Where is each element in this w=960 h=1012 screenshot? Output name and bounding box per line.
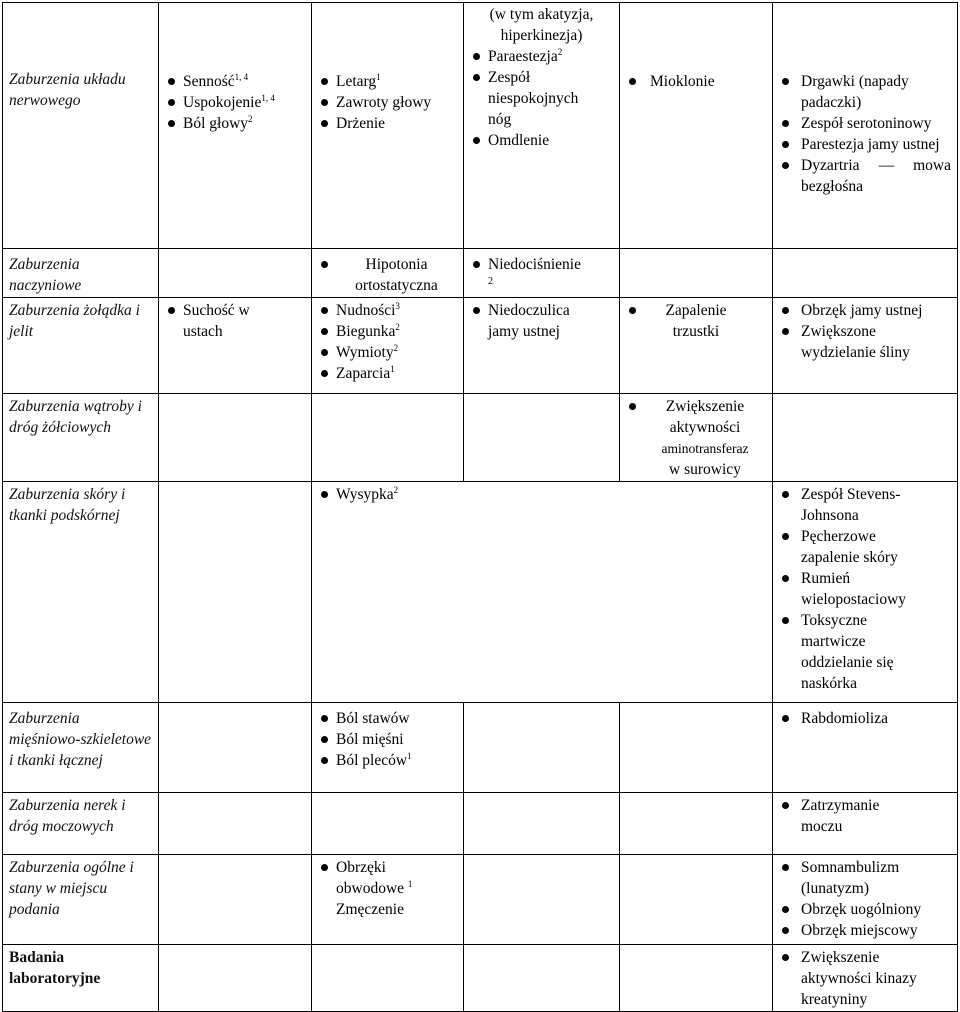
list-item: Zawroty głowy — [318, 92, 457, 113]
list-item: Zespół serotoninowy — [779, 113, 951, 134]
cell — [464, 249, 620, 298]
list — [165, 300, 305, 342]
list-item: Parestezja jamy ustnej — [779, 134, 951, 155]
list-item: Obrzęk uogólniony — [779, 899, 951, 920]
cell — [159, 855, 312, 945]
list — [626, 300, 766, 342]
cell — [773, 945, 958, 1012]
cell — [159, 249, 312, 298]
list — [470, 254, 613, 296]
adverse-reactions-table — [2, 2, 958, 1012]
list — [626, 71, 766, 92]
cell — [464, 703, 620, 793]
cell — [773, 793, 958, 855]
cell — [464, 394, 620, 482]
table-row — [3, 298, 958, 394]
list-item: Letarg$^1$ — [318, 71, 457, 92]
list — [779, 71, 951, 197]
cell — [312, 298, 464, 394]
cell — [312, 945, 464, 1012]
list-item: Ból stawów — [318, 708, 457, 729]
table-row — [3, 249, 958, 298]
list-item: Uspokojenie$^{1, 4}$ — [165, 92, 305, 113]
list — [318, 857, 457, 920]
cell — [620, 855, 773, 945]
list — [626, 396, 766, 480]
cell — [464, 855, 620, 945]
list-item: Rumień wielopostaciowy — [779, 568, 951, 610]
list-item: Obrzęk jamy ustnej — [779, 300, 951, 321]
cell — [312, 3, 464, 249]
list-item: Paraestezja$^2$ — [470, 46, 613, 67]
list — [779, 795, 951, 837]
list-item: Niedociśnienie $^2$ — [470, 254, 613, 296]
cell — [312, 793, 464, 855]
list-item: Pęcherzowe zapalenie skóry — [779, 526, 951, 568]
cell — [159, 394, 312, 482]
note: (w tym akatyzja, hiperkinezja) — [489, 6, 594, 44]
cell — [464, 945, 620, 1012]
cell — [464, 298, 620, 394]
cell — [312, 855, 464, 945]
list-item: Zwiększone wydzielanie śliny — [779, 321, 951, 363]
list-item: Suchość w ustach — [165, 300, 305, 342]
row-label: Zaburzenia mięśniowo-szkieletowe i tkanki łącznej — [3, 703, 159, 793]
list-item: Ból mięśni — [318, 729, 457, 750]
list — [779, 947, 951, 1010]
cell — [159, 298, 312, 394]
table-row — [3, 3, 958, 249]
cell — [312, 703, 464, 793]
cell — [159, 945, 312, 1012]
cell — [620, 3, 773, 249]
cell — [773, 394, 958, 482]
cell — [312, 394, 464, 482]
text-line: w surowicy — [669, 461, 741, 478]
cell — [773, 3, 958, 249]
list — [470, 300, 613, 342]
list — [165, 71, 305, 134]
list-item: Nudności$^3$ — [318, 300, 457, 321]
list-item: Zespół Stevens-Johnsona — [779, 484, 951, 526]
list-item: Drżenie — [318, 113, 457, 134]
list-item: Obrzęki obwodowe $^1$ Zmęczenie — [318, 857, 457, 920]
text-line: Dyzartria — mowa — [801, 157, 952, 174]
cell — [312, 249, 464, 298]
cell — [773, 482, 958, 703]
list — [779, 708, 951, 729]
row-label: Zaburzenia ogólne i stany w miejscu podania — [3, 855, 159, 945]
list — [318, 254, 457, 296]
table-row — [3, 855, 958, 945]
list-item: Drgawki (napady padaczki) — [779, 71, 951, 113]
row-label: Badania laboratoryjne — [3, 945, 159, 1012]
cell — [159, 703, 312, 793]
table-row — [3, 394, 958, 482]
text-line: Zwiększenie aktywności — [665, 398, 745, 436]
list — [779, 300, 951, 363]
cell — [620, 394, 773, 482]
cell — [620, 793, 773, 855]
list-item: Rabdomioliza — [779, 708, 951, 729]
list — [779, 857, 951, 941]
list-item — [779, 155, 951, 197]
row-label: Zaburzenia wątroby i dróg żółciowych — [3, 394, 159, 482]
cell — [773, 249, 958, 298]
cell — [312, 482, 773, 703]
list — [318, 300, 457, 384]
row-label: Zaburzenia skóry i tkanki podskórnej — [3, 482, 159, 703]
cell — [620, 703, 773, 793]
cell — [773, 855, 958, 945]
cell — [773, 703, 958, 793]
list-item: Hipotonia ortostatyczna — [318, 254, 457, 296]
list — [779, 484, 951, 694]
list-item: Niedoczulica jamy ustnej — [470, 300, 613, 342]
list-item: Senność$^{1, 4}$ — [165, 71, 305, 92]
cell — [464, 793, 620, 855]
list-item: Wymioty$^2$ — [318, 342, 457, 363]
list — [318, 708, 457, 771]
cell — [159, 3, 312, 249]
cell — [620, 298, 773, 394]
list-item: Toksyczne martwicze oddzielanie się naskórka — [779, 610, 951, 694]
table-row — [3, 482, 958, 703]
list-item: Obrzęk miejscowy — [779, 920, 951, 941]
cell — [773, 298, 958, 394]
cell — [620, 249, 773, 298]
cell — [464, 3, 620, 249]
text-line: bezgłośna — [801, 178, 863, 195]
list-item: Zapalenie trzustki — [626, 300, 766, 342]
table-row — [3, 793, 958, 855]
list-item: Ból głowy$^2$ — [165, 113, 305, 134]
text-line: aminotransferaz — [661, 441, 749, 456]
row-label: Zaburzenia naczyniowe — [3, 249, 159, 298]
table-row — [3, 945, 958, 1012]
list — [470, 46, 613, 151]
list — [318, 71, 457, 134]
list-item: Mioklonie — [626, 71, 766, 92]
list — [318, 484, 766, 505]
cell — [159, 793, 312, 855]
row-label: Zaburzenia układu nerwowego — [3, 3, 159, 249]
list-item: Somnambulizm (lunatyzm) — [779, 857, 951, 899]
list-item: Wysypka$^2$ — [318, 484, 766, 505]
cell — [159, 482, 312, 703]
table-row — [3, 703, 958, 793]
list-item: Biegunka$^2$ — [318, 321, 457, 342]
list-item: Zespół niespokojnych nóg — [470, 67, 613, 130]
list-item: Zatrzymanie moczu — [779, 795, 951, 837]
row-label: Zaburzenia żołądka i jelit — [3, 298, 159, 394]
cell — [620, 945, 773, 1012]
list-item — [626, 396, 766, 480]
list-item: Ból pleców$^1$ — [318, 750, 457, 771]
list-item: Omdlenie — [470, 130, 613, 151]
list-item: Zaparcia$^1$ — [318, 363, 457, 384]
row-label: Zaburzenia nerek i dróg moczowych — [3, 793, 159, 855]
list-item: Zwiększenie aktywności kinazy kreatyniny — [779, 947, 951, 1010]
